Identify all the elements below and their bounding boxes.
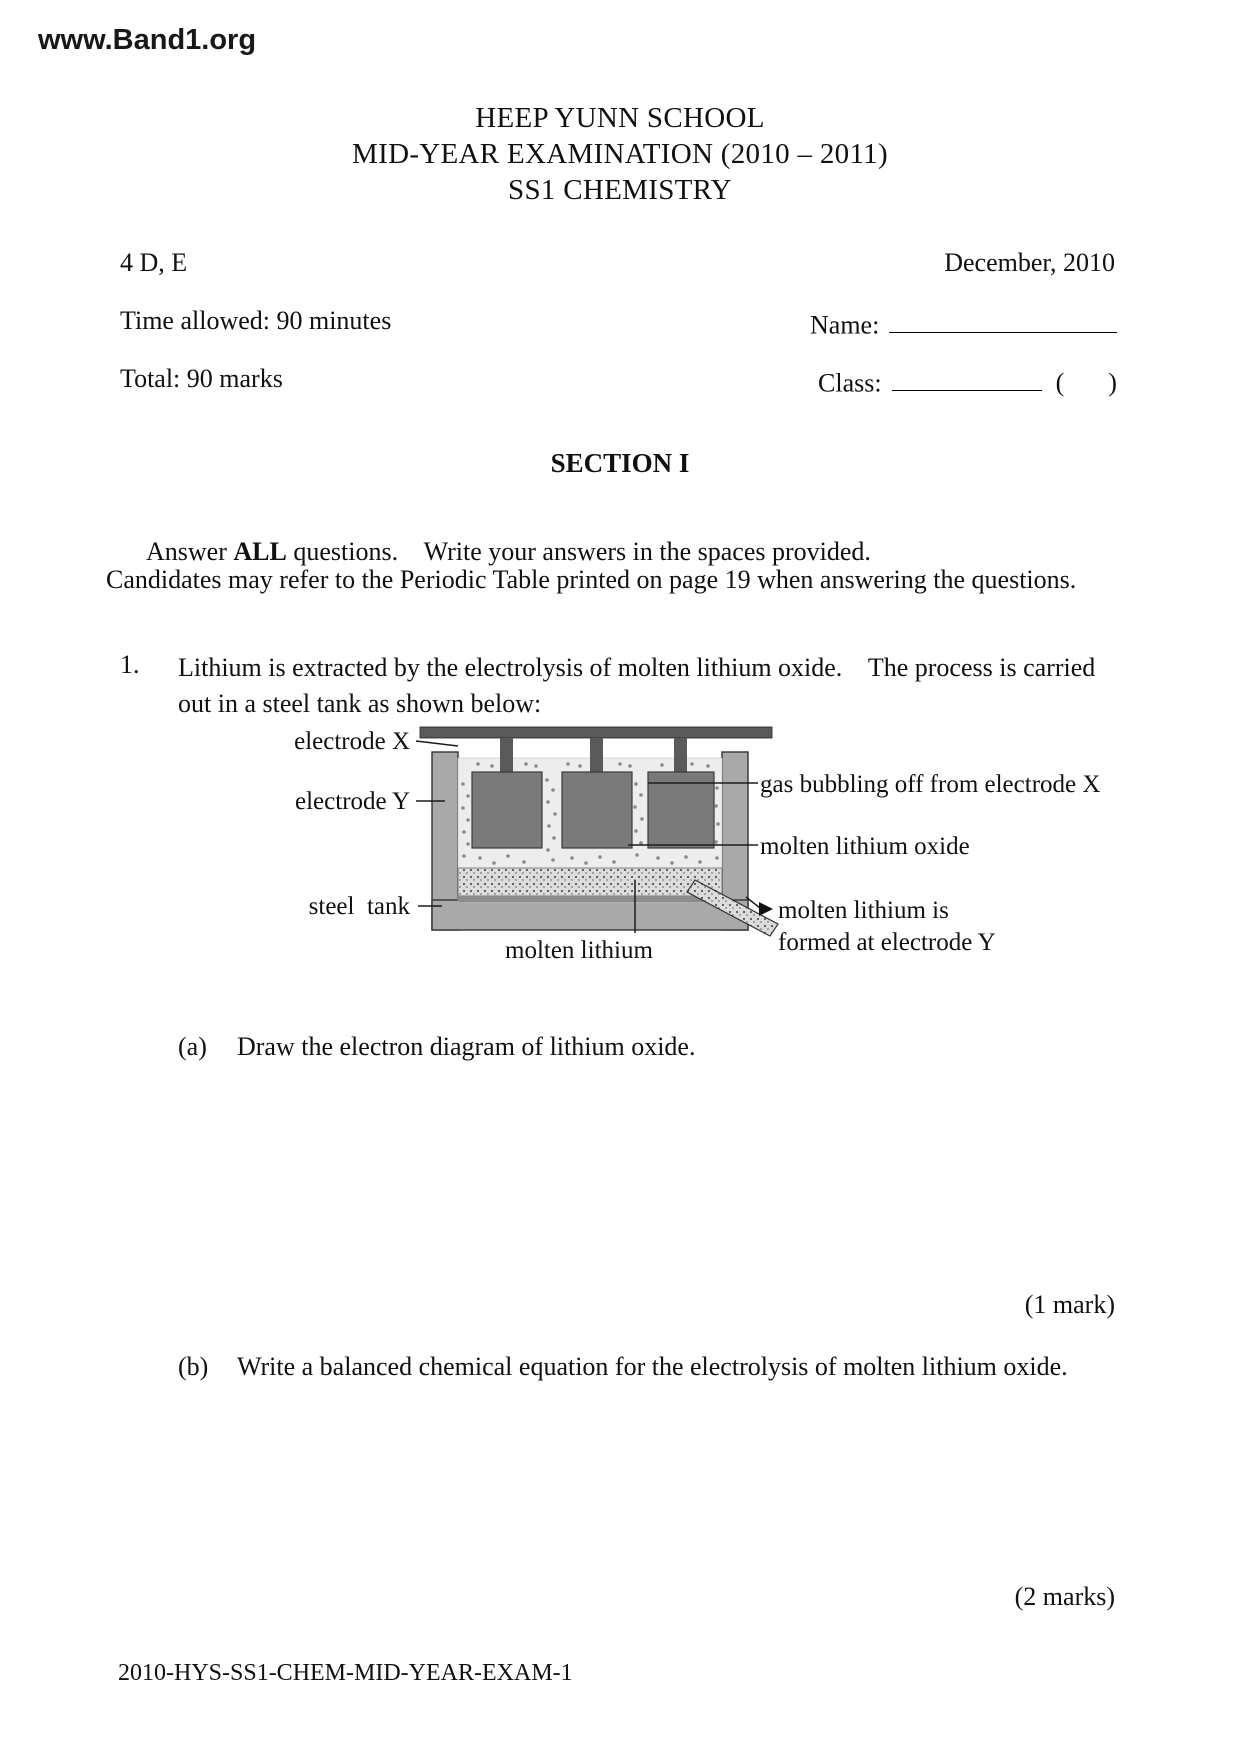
exam-title: MID-YEAR EXAMINATION (2010 – 2011) [352,138,888,170]
label-gas-bubbling: gas bubbling off from electrode X [760,771,1101,798]
label-molten-lithium-oxide: molten lithium oxide [760,833,970,860]
name-row [810,306,1117,340]
label-steel-tank: steel tank [308,893,410,920]
school-name: HEEP YUNN SCHOOL [475,102,765,134]
label-electrode-y: electrode Y [295,788,410,815]
time-allowed: Time allowed: 90 minutes [120,306,392,335]
label-formed-line1: molten lithium is [778,897,949,924]
exam-subject: SS1 CHEMISTRY [508,174,732,206]
class-groups: 4 D, E [120,248,188,277]
class-label: Class: [818,368,882,398]
document-code: 2010-HYS-SS1-CHEM-MID-YEAR-EXAM-1 [118,1660,573,1686]
outlet-arrowhead [759,902,773,916]
exam-date: December, 2010 [944,248,1115,277]
part-a-label: (a) [178,1032,207,1061]
name-label: Name: [810,310,880,340]
part-a-marks: (1 mark) [1024,1290,1115,1319]
part-b-marks: (2 marks) [1014,1582,1115,1611]
section-title: SECTION I [550,448,690,478]
instruction-post: questions. Write your answers in the spaces provided. [286,537,871,566]
label-molten-lithium: molten lithium [505,937,653,964]
label-formed-line2: formed at electrode Y [778,929,996,956]
instruction-pre: Answer [146,537,234,566]
class-paren-close: ) [1108,368,1117,398]
part-a-text: Draw the electron diagram of lithium oxide. [237,1032,696,1061]
site-watermark: www.Band1.org [38,24,257,56]
total-marks: Total: 90 marks [120,364,283,393]
class-paren-open: ( [1055,368,1065,398]
part-b-label: (b) [178,1352,209,1381]
label-electrode-x: electrode X [294,728,410,755]
instruction-all-bold: ALL [233,537,287,566]
part-b-text: Write a balanced chemical equation for the electrolysis of molten lithium oxide. [237,1352,1068,1381]
question-1-number: 1. [120,650,140,679]
name-blank-line [889,306,1117,333]
class-row [818,364,1117,398]
class-blank-line [892,364,1042,391]
instruction-periodic-table: Candidates may refer to the Periodic Table printed on page 19 when answering the questions. [106,565,1077,594]
molten-lithium-layer [458,868,722,902]
question-1-stem: Lithium is extracted by the electrolysis of molten lithium oxide. The process is carried out in a steel tank as shown below: [178,653,1102,718]
